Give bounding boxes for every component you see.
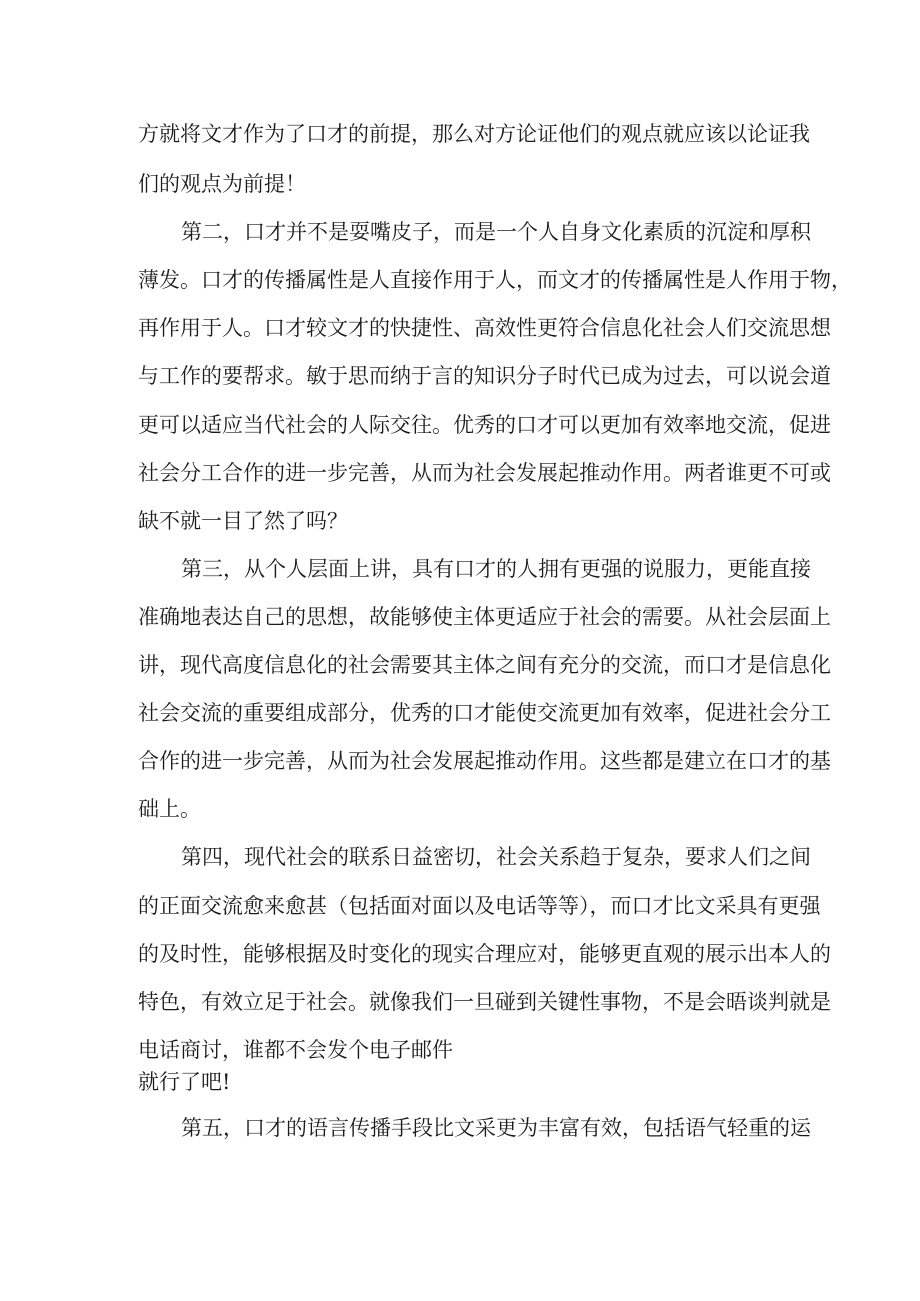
text-line: 方就将文才作为了口才的前提，那么对方论证他们的观点就应该以论证我 <box>138 122 810 146</box>
text-line: 社会交流的重要组成部分，优秀的口才能使交流更加有效率，促进社会分工 <box>138 701 831 725</box>
text-line: 再作用于人。口才较文才的快捷性、高效性更符合信息化社会人们交流思想 <box>138 316 831 340</box>
paragraph-4-start: 第四，现代社会的联系日益密切，社会关系趋于复杂，要求人们之间 <box>181 845 811 869</box>
text-line: 缺不就一目了然了吗？ <box>138 509 348 533</box>
text-line: 的正面交流愈来愈甚（包括面对面以及电话等等），而口才比文采具有更强 <box>138 894 821 918</box>
text-line: 们的观点为前提！ <box>138 172 306 196</box>
paragraph-5-start: 第五，口才的语言传播手段比文采更为丰富有效，包括语气轻重的运 <box>181 1116 811 1140</box>
text-line: 就行了吧! <box>138 1070 231 1094</box>
text-line: 社会分工合作的进一步完善，从而为社会发展起推动作用。两者谁更不可或 <box>138 461 831 485</box>
text-line: 准确地表达自己的思想，故能够使主体更适应于社会的需要。从社会层面上 <box>138 605 831 629</box>
text-line: 与工作的要帮求。敏于思而纳于言的知识分子时代已成为过去，可以说会道 <box>138 364 831 388</box>
text-line: 电话商讨，谁都不会发个电子邮件 <box>138 1038 453 1062</box>
paragraph-2-start: 第二，口才并不是耍嘴皮子，而是一个人自身文化素质的沉淀和厚积 <box>181 220 811 244</box>
text-line: 合作的进一步完善，从而为社会发展起推动作用。这些都是建立在口才的基 <box>138 749 831 773</box>
text-line: 薄发。口才的传播属性是人直接作用于人，而文才的传播属性是人作用于物， <box>138 268 852 292</box>
text-line: 更可以适应当代社会的人际交往。优秀的口才可以更加有效率地交流，促进 <box>138 413 831 437</box>
text-line: 础上。 <box>138 797 201 821</box>
text-line: 特色，有效立足于社会。就像我们一旦碰到关键性事物，不是会晤谈判就是 <box>138 990 831 1014</box>
text-line: 讲，现代高度信息化的社会需要其主体之间有充分的交流，而口才是信息化 <box>138 653 831 677</box>
paragraph-3-start: 第三，从个人层面上讲，具有口才的人拥有更强的说服力，更能直接 <box>181 557 811 581</box>
text-line: 的及时性，能够根据及时变化的现实合理应对，能够更直观的展示出本人的 <box>138 942 831 966</box>
